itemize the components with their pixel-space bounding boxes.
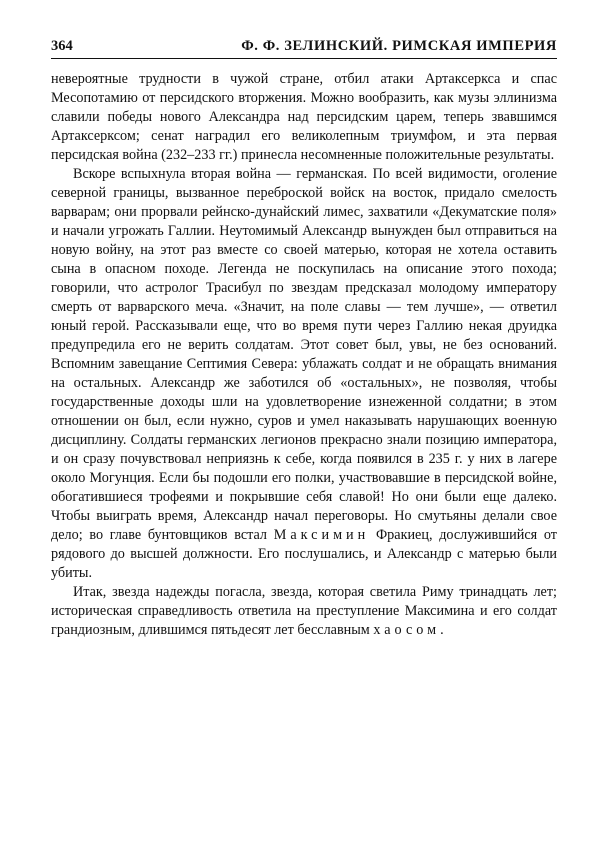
paragraph-text-after: . bbox=[440, 622, 444, 638]
paragraph bbox=[51, 165, 557, 583]
paragraph-text-after: Фракиец, дослужившийся от рядового до высшей должности. Его послушались, и Александр с матерью были убиты. bbox=[51, 527, 558, 581]
page-header bbox=[51, 36, 557, 59]
paragraph-text: Вскоре вспыхнула вторая война — германская. По всей видимости, оголение северной границы, вызванное переброской войск на восток, придало смелость варварам; они прорвали рейнско-дунайский лимес, захватили «Декуматские поля» и начали угрожать Галлии. Неутомимый Александр вынужден был отправиться на новую войну, на этот раз вместе со своей матерью, которая не хотела оставить сына в опасном походе. Легенда не поскупилась на описание этого похода; говорили, что астролог Трасибул по звездам предсказал молодому императору смерть от варварского меча. «Значит, на поле славы — тем лучше», — ответил юный герой. Рассказывали еще, что во время пути через Галлию некая друидка предупредила его не верить солдатам. Этот совет был, увы, не без оснований. Вспомним завещание Септимия Севера: ублажать солдат и не обращать внимания на остальных. Александр же заботился об «остальных», не позволяя, чтобы государственные доходы шли на удовлетворение изнеженной солдатни; в этом отношении он был, если нужно, суров и умел наказывать нарушающих военную дисциплину. Солдаты германских легионов прекрасно знали позицию императора, и он сразу почувствовал неприязнь к себе, когда появился в 235 г. у них в лагере около Могунция. Если бы подошли его полки, участвовавшие в персидской войне, обогатившиеся трофеями и покрывшие себя славой! Но они были еще далеко. Чтобы выиграть время, Александр начал переговоры. Но смутьяны делали свое дело; во главе бунтовщиков встал bbox=[51, 166, 557, 543]
page-number: 364 bbox=[51, 38, 73, 54]
paragraph bbox=[51, 583, 557, 640]
body-text bbox=[51, 70, 557, 640]
paragraph bbox=[51, 70, 557, 165]
paragraph-text: Итак, звезда надежды погасла, звезда, которая светила Риму тринадцать лет; историческая справедливость ответила на преступление Максимина и его солдат грандиозным, длившимся пятьдесят лет бесславным bbox=[51, 584, 557, 638]
spaced-name: Максимин bbox=[273, 527, 370, 543]
running-head: Ф. Ф. ЗЕЛИНСКИЙ. РИМСКАЯ ИМПЕРИЯ bbox=[241, 38, 557, 54]
book-page bbox=[51, 36, 557, 640]
paragraph-text: невероятные трудности в чужой стране, отбил атаки Артаксеркса и спас Месопотамию от персидского вторжения. Можно вообразить, как музы эллинизма славили победы нового Александра над персидским царем, теперь звавшимся Артаксерксом; сенат наградил его великолепным триумфом, и эта первая персидская война (232–233 гг.) принесла несомненные положительные результаты. bbox=[51, 71, 557, 163]
spaced-word: хаосом bbox=[373, 622, 441, 638]
